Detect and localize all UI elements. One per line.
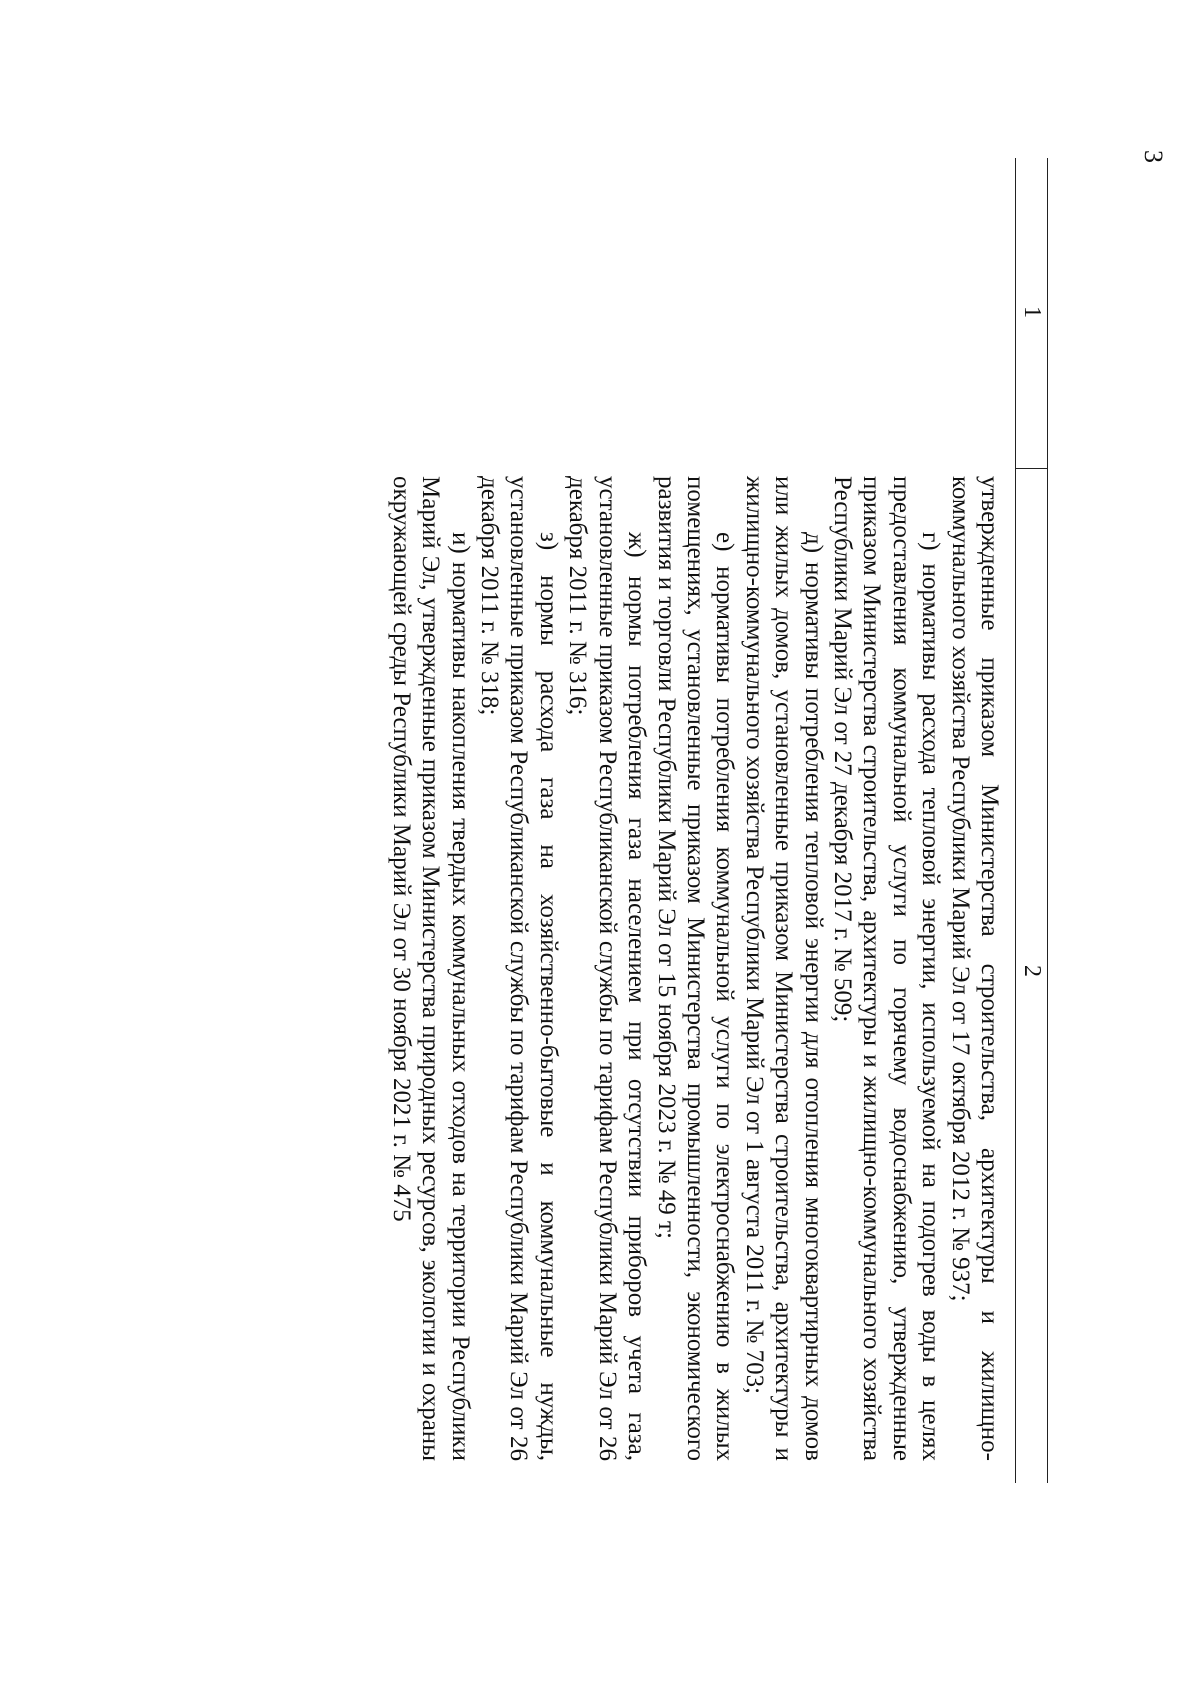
column-header-2: 2 [1019,965,1045,977]
column-header-1: 1 [1019,306,1045,318]
page-number: 3 [1139,150,1168,163]
paragraph-item-z: з) нормы расхода газа на хозяйственно-бытовые и коммунальные нужды, установленные приказом Республиканской службы по тарифам Республики Марий Эл от 26 декабря 2011 г. № 318; [476,476,562,1461]
rotated-page-content [198,158,1048,1483]
column-divider [1016,468,1048,469]
table-row-col2-text [386,476,1004,1461]
paragraph-item-d: д) нормативы потребления тепловой энергии для отопления многоквартирных домов или жилых домов, установленные приказом Министерства строительства, архитектуры и жилищно-коммунального хозяйства Республики Марий Эл от 1 августа 2011 г. № 703; [740,476,827,1461]
paragraph-item-i: и) нормативы накопления твердых коммунальных отходов на территории Республики Марий Эл, утвержденные приказом Министерства природных ресурсов, экологии и охраны окружающей среды Республики Марий Эл от 30 ноября 2021 г. № 475 [387,476,474,1461]
table-top-rule [1047,158,1048,1483]
paragraph-item-g: г) нормативы расхода тепловой энергии, используемой на подогрев воды в целях предоставления коммунальной услуги по горячему водоснабжению, утвержденные приказом Министерства строительства, архитектуры и жилищно-коммунального хозяйства Республики Марий Эл от 27 декабря 2017 г. № 509; [828,476,945,1461]
paragraph-item-e: е) нормативы потребления коммунальной услуги по электроснабжению в жилых помещениях, установленные приказом Министерства промышленности, экономического развития и торговли Республики Марий Эл от 15 ноября 2023 г. № 49 т; [652,476,739,1461]
paragraph-item-zh: ж) нормы потребления газа населением при отсутствии приборов учета газа, установленные приказом Республиканской службы по тарифам Республики Марий Эл от 26 декабря 2011 г. № 316; [564,476,651,1461]
norms-table [198,158,1048,1483]
paragraph-continuation: утвержденные приказом Министерства строительства, архитектуры и жилищно-коммунального хозяйства Республики Марий Эл от 17 октября 2012 г. № 937; [946,476,1003,1461]
table-header-rule [1015,158,1016,1483]
